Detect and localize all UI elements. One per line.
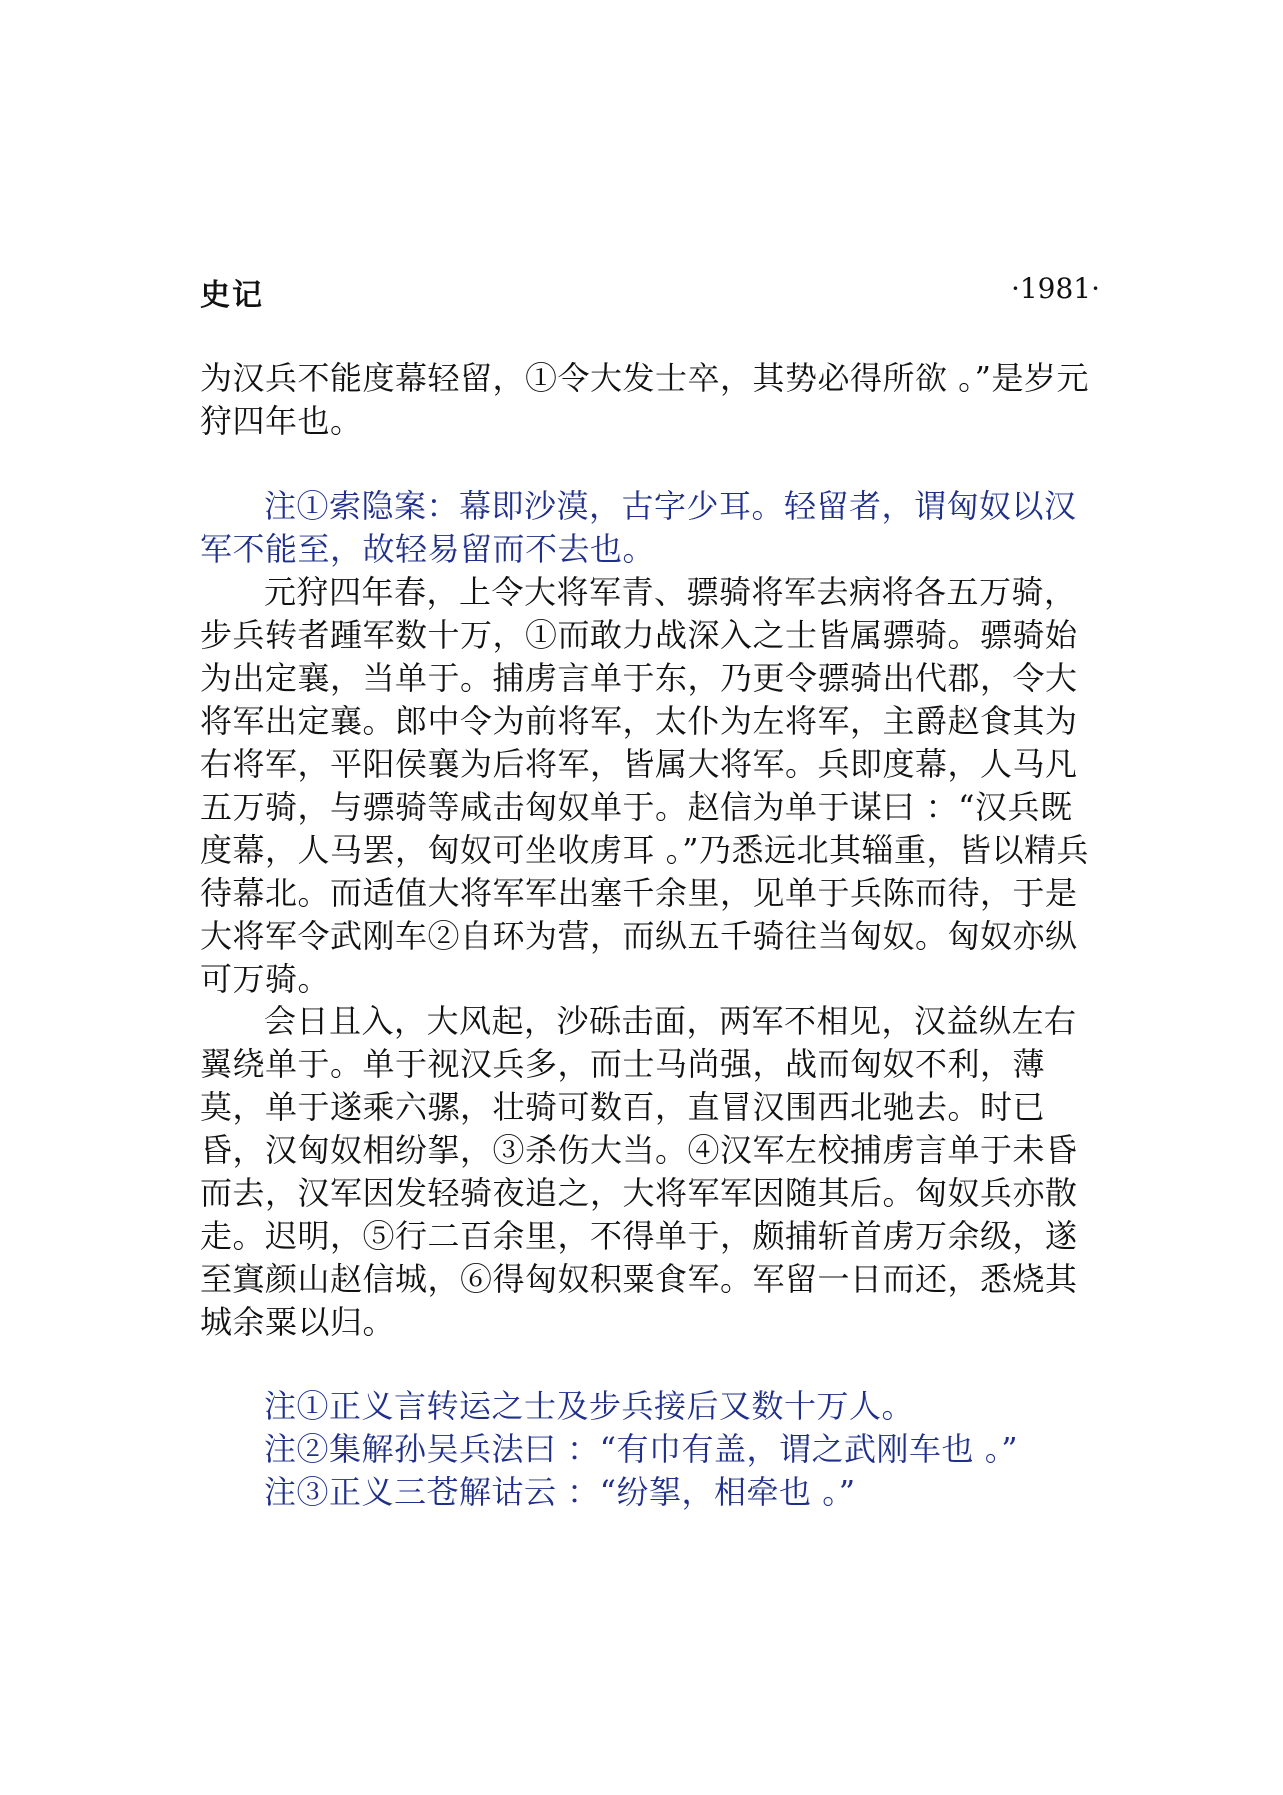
paragraph-text: 元狩四年春，上令大将军青、骠骑将军去病将各五万骑，步兵转者踵军数十万，①而敢力战深入之士皆属骠骑。骠骑始为出定襄，当单于。捕虏言单于东，乃更令骠骑出代郡，令大将军出定襄。郎中令为前将军，太仆为左将军，主爵赵食其为右将军，平阳侯襄为后将军，皆属大将军。兵即度幕，人马凡五万骑，与骠骑等咸击匈奴单于。赵信为单于谋曰 ：“汉兵既度幕，人马罢，匈奴可坐收虏耳 。”乃悉远北其辎重，皆以精兵待幕北。而适值大将军军出塞千余里，见单于兵陈而待，于是大将军令武刚车②自环为营，而纵五千骑往当匈奴。匈奴亦纵可万骑。 bbox=[200, 573, 1090, 998]
paragraph-text: 为汉兵不能度幕轻留，①令大发士卒，其势必得所欲 。”是岁元狩四年也。 bbox=[200, 359, 1090, 440]
book-title: 史记 bbox=[200, 278, 264, 313]
paragraph-continued bbox=[200, 357, 1100, 443]
annotation-line: 注③正义三苍解诂云 ：“纷挐，相牵也 。” bbox=[264, 1473, 856, 1511]
annotation-notes bbox=[200, 1385, 1100, 1514]
page-number: ·1981· bbox=[1010, 272, 1100, 305]
page-header bbox=[200, 270, 1100, 314]
annotation-line: 注①正义言转运之士及步兵接后又数十万人。 bbox=[264, 1387, 915, 1425]
paragraph bbox=[200, 571, 1100, 1001]
annotation-line: 注②集解孙吴兵法曰 ：“有巾有盖，谓之武刚车也 。” bbox=[264, 1430, 1019, 1468]
annotation-note bbox=[200, 485, 1100, 571]
annotation-text: 注①索隐案：幕即沙漠，古字少耳。轻留者，谓匈奴以汉军不能至，故轻易留而不去也。 bbox=[200, 487, 1077, 568]
document-page bbox=[200, 0, 1100, 1795]
paragraph bbox=[200, 1000, 1100, 1344]
paragraph-text: 会日且入，大风起，沙砾击面，两军不相见，汉益纵左右翼绕单于。单于视汉兵多，而士马尚强，战而匈奴不利，薄莫，单于遂乘六骡，壮骑可数百，直冒汉围西北驰去。时已昏，汉匈奴相纷挐，③杀伤大当。④汉军左校捕虏言单于未昏而去，汉军因发轻骑夜追之，大将军军因随其后。匈奴兵亦散走。迟明，⑤行二百余里，不得单于，颇捕斩首虏万余级，遂至窴颜山赵信城，⑥得匈奴积粟食军。军留一日而还，悉烧其城余粟以归。 bbox=[200, 1002, 1078, 1341]
